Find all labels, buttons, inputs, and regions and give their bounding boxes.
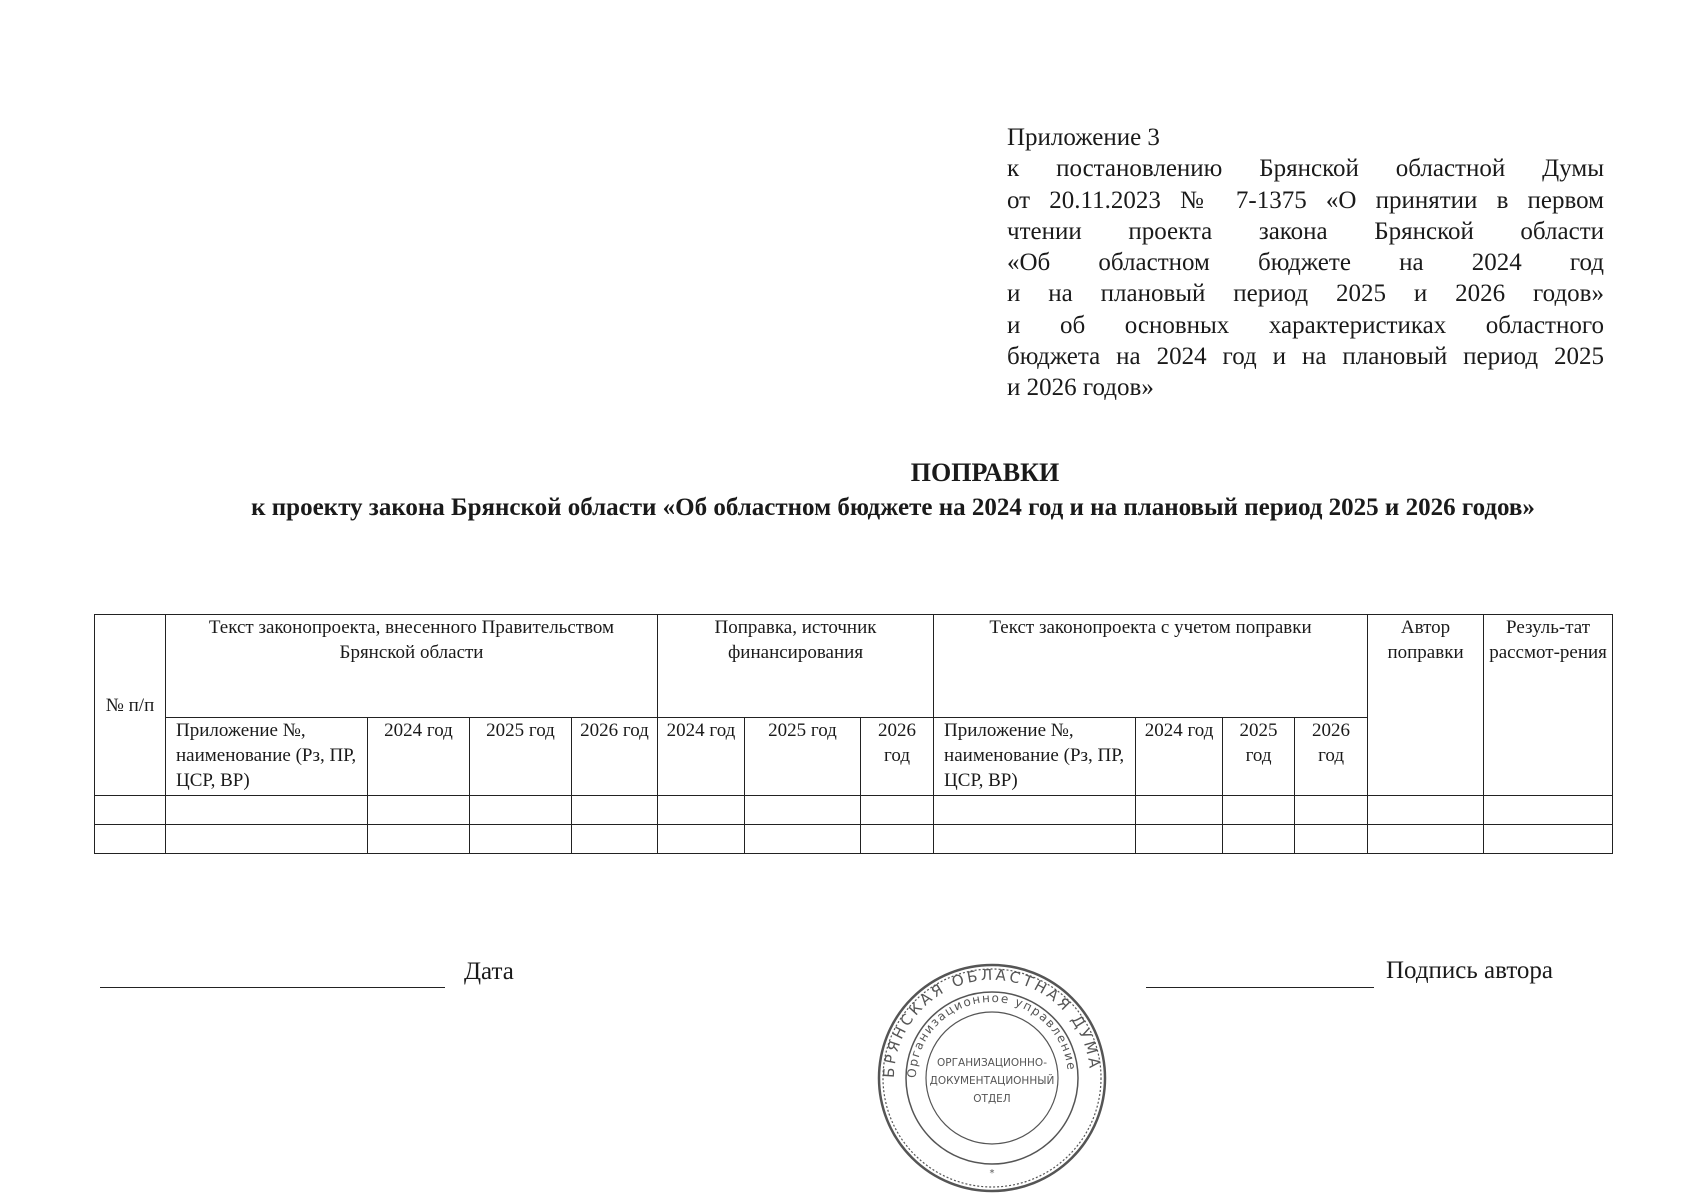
sub-year-header: 2025 год bbox=[470, 718, 572, 796]
stamp-center-line: ОТДЕЛ bbox=[973, 1093, 1011, 1105]
date-line bbox=[100, 987, 445, 988]
appendix-line: и об основных характеристиках областного bbox=[1007, 311, 1604, 339]
sub-year-header: 2024 год bbox=[1136, 718, 1223, 796]
sub-year-header: 2026 год bbox=[572, 718, 658, 796]
appendix-line: и на плановый период 2025 и 2026 годов» bbox=[1007, 280, 1604, 308]
appendix-block bbox=[1007, 122, 1604, 404]
table-row bbox=[95, 796, 1613, 825]
appendix-line: и 2026 годов» bbox=[1007, 374, 1154, 402]
stamp-center-line: ОРГАНИЗАЦИОННО- bbox=[937, 1057, 1047, 1069]
official-stamp bbox=[876, 962, 1108, 1194]
sub-year-header: 2025 год bbox=[1223, 718, 1295, 796]
appendix-line: от 20.11.2023 № 7-1375 «О принятии в первом bbox=[1007, 186, 1604, 214]
sub-year-header: 2026 год bbox=[861, 718, 934, 796]
group-original-text-header: Текст законопроекта, внесенного Правительством Брянской области bbox=[166, 615, 658, 718]
sub-appendix-header: Приложение №, наименование (Рз, ПР, ЦСР, ВР) bbox=[934, 718, 1136, 796]
appendix-line: Приложение 3 bbox=[1007, 124, 1160, 151]
signature-label: Подпись автора bbox=[1386, 957, 1554, 984]
appendix-line: «Об областном бюджете на 2024 год bbox=[1007, 249, 1604, 277]
stamp-star-icon: * bbox=[989, 1168, 995, 1179]
table-row bbox=[95, 825, 1613, 854]
stamp-outer-text: БРЯНСКАЯ ОБЛАСТНАЯ ДУМА bbox=[879, 965, 1104, 1079]
col-result-header: Резуль-тат рассмот-рения bbox=[1484, 615, 1613, 796]
appendix-line: к постановлению Брянской областной Думы bbox=[1007, 155, 1604, 183]
appendix-line: чтении проекта закона Брянской области bbox=[1007, 217, 1604, 245]
document-title: ПОПРАВКИ bbox=[910, 458, 1060, 487]
stamp-ring-text: Организационное управление bbox=[904, 990, 1079, 1079]
amendments-table bbox=[94, 614, 1613, 854]
sub-year-header: 2024 год bbox=[658, 718, 745, 796]
date-label: Дата bbox=[464, 958, 514, 985]
appendix-line: бюджета на 2024 год и на плановый период 2025 bbox=[1007, 343, 1604, 371]
stamp-center-line: ДОКУМЕНТАЦИОННЫЙ bbox=[929, 1075, 1055, 1087]
document-subtitle: к проекту закона Брянской области «Об областном бюджете на 2024 год и на плановый период 2025 и 2026 годов» bbox=[251, 494, 1535, 521]
signature-line bbox=[1146, 987, 1374, 988]
col-author-header: Автор поправки bbox=[1368, 615, 1484, 796]
sub-year-header: 2025 год bbox=[745, 718, 861, 796]
group-amendment-header: Поправка, источник финансирования bbox=[658, 615, 934, 718]
group-amended-text-header: Текст законопроекта с учетом поправки bbox=[934, 615, 1368, 718]
sub-year-header: 2026 год bbox=[1295, 718, 1368, 796]
col-number-header: № п/п bbox=[95, 615, 166, 796]
sub-year-header: 2024 год bbox=[368, 718, 470, 796]
sub-appendix-header: Приложение №, наименование (Рз, ПР, ЦСР, ВР) bbox=[166, 718, 368, 796]
